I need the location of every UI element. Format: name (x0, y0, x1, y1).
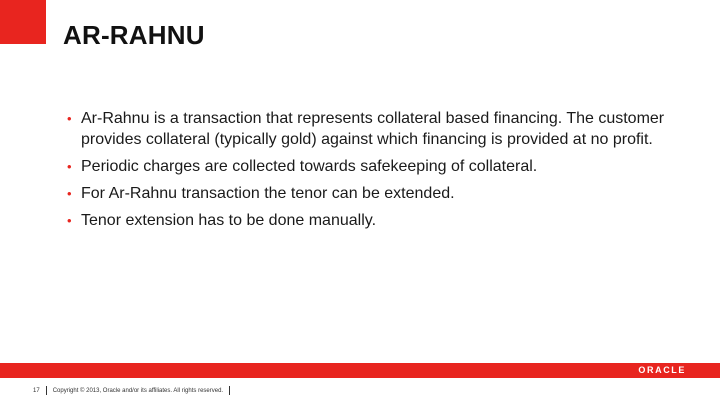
separator (46, 386, 47, 395)
bullet-icon: • (67, 213, 72, 228)
bullet-text: Ar-Rahnu is a transaction that represents collateral based financing. The customer provides collateral (typically gold) against which financing is provided at no profit. (81, 110, 665, 148)
bullet-icon: • (67, 159, 72, 174)
oracle-logo: ORACLE (638, 365, 686, 375)
slide-title: AR-RAHNU (63, 20, 205, 50)
bullet-text: Tenor extension has to be done manually. (81, 212, 377, 229)
bullet-list (65, 108, 665, 237)
bullet-icon: • (67, 111, 72, 126)
bullet-icon: • (67, 186, 72, 201)
bullet-item (65, 183, 665, 204)
bullet-text: Periodic charges are collected towards safekeeping of collateral. (81, 158, 538, 175)
footer-text (33, 386, 230, 395)
separator (229, 386, 230, 395)
bullet-item (65, 156, 665, 177)
bullet-text: For Ar-Rahnu transaction the tenor can be extended. (81, 185, 455, 202)
bullet-item (65, 210, 665, 231)
bullet-item (65, 108, 665, 150)
footer-bar (0, 363, 720, 378)
title-accent-block (0, 0, 46, 44)
copyright-text: Copyright © 2013, Oracle and/or its affiliates. All rights reserved. (52, 387, 224, 394)
page-number: 17 (33, 387, 40, 394)
